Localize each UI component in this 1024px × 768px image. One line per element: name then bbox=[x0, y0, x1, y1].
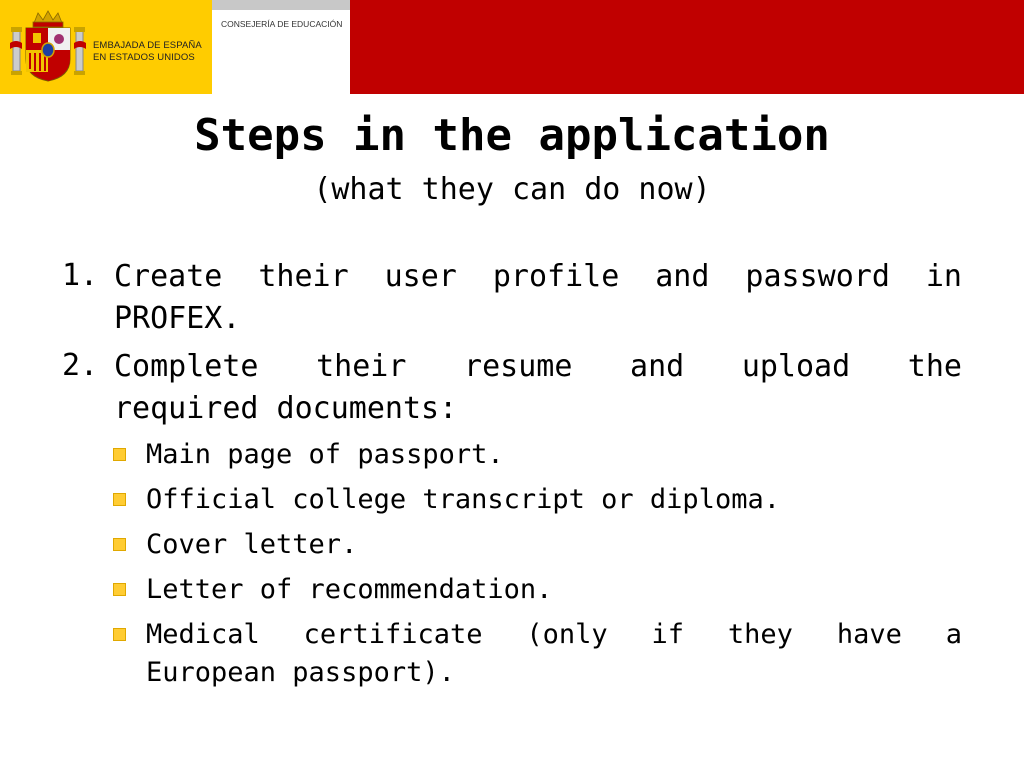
word: a bbox=[945, 619, 962, 650]
header-red-block bbox=[350, 0, 1024, 94]
bullet-square-icon bbox=[113, 538, 126, 551]
document-item-medical bbox=[146, 616, 962, 692]
step-1-text bbox=[114, 256, 962, 340]
step-number-1: 1. bbox=[62, 258, 99, 293]
step-2-text bbox=[114, 346, 962, 430]
step-2-line-2: required documents: bbox=[114, 391, 458, 426]
word: and bbox=[655, 259, 710, 294]
document-item-4: Letter of recommendation. bbox=[146, 574, 553, 605]
embassy-name bbox=[93, 40, 211, 64]
step-1-line-1 bbox=[114, 256, 962, 298]
word: Medical bbox=[146, 619, 260, 650]
slide-subtitle: (what they can do now) bbox=[313, 172, 711, 207]
word: their bbox=[316, 349, 407, 384]
step-2-line-1 bbox=[114, 346, 962, 388]
embassy-line-1: EMBAJADA DE ESPAÑA bbox=[93, 40, 202, 51]
medical-line-1 bbox=[146, 616, 962, 654]
word: if bbox=[651, 619, 685, 650]
word: password bbox=[745, 259, 890, 294]
word: they bbox=[727, 619, 793, 650]
header-bar bbox=[0, 0, 1024, 94]
word: upload bbox=[741, 349, 851, 384]
word: resume bbox=[464, 349, 573, 384]
header-grey-strip bbox=[212, 0, 350, 10]
word: certificate bbox=[303, 619, 483, 650]
word: the bbox=[907, 349, 962, 384]
word: have bbox=[836, 619, 902, 650]
header-white-block bbox=[212, 0, 350, 94]
word: (only bbox=[526, 619, 608, 650]
document-item-1: Main page of passport. bbox=[146, 439, 504, 470]
bullet-square-icon bbox=[113, 493, 126, 506]
word: in bbox=[925, 259, 962, 294]
word: Create bbox=[114, 259, 223, 294]
word: and bbox=[630, 349, 685, 384]
word: user bbox=[384, 259, 457, 294]
word: their bbox=[258, 259, 349, 294]
consejeria-label: CONSEJERÍA DE EDUCACIÓN bbox=[221, 19, 343, 29]
spanish-coat-of-arms-icon bbox=[10, 9, 86, 85]
slide-title: Steps in the application bbox=[194, 110, 830, 161]
step-number-2: 2. bbox=[62, 348, 99, 383]
document-item-2: Official college transcript or diploma. bbox=[146, 484, 780, 515]
document-item-3: Cover letter. bbox=[146, 529, 358, 560]
bullet-square-icon bbox=[113, 583, 126, 596]
step-1-line-2: PROFEX. bbox=[114, 301, 241, 336]
bullet-square-icon bbox=[113, 448, 126, 461]
bullet-square-icon bbox=[113, 628, 126, 641]
word: profile bbox=[492, 259, 620, 294]
medical-line-2: European passport). bbox=[146, 657, 455, 688]
embassy-line-2: EN ESTADOS UNIDOS bbox=[93, 52, 195, 63]
word: Complete bbox=[114, 349, 259, 384]
